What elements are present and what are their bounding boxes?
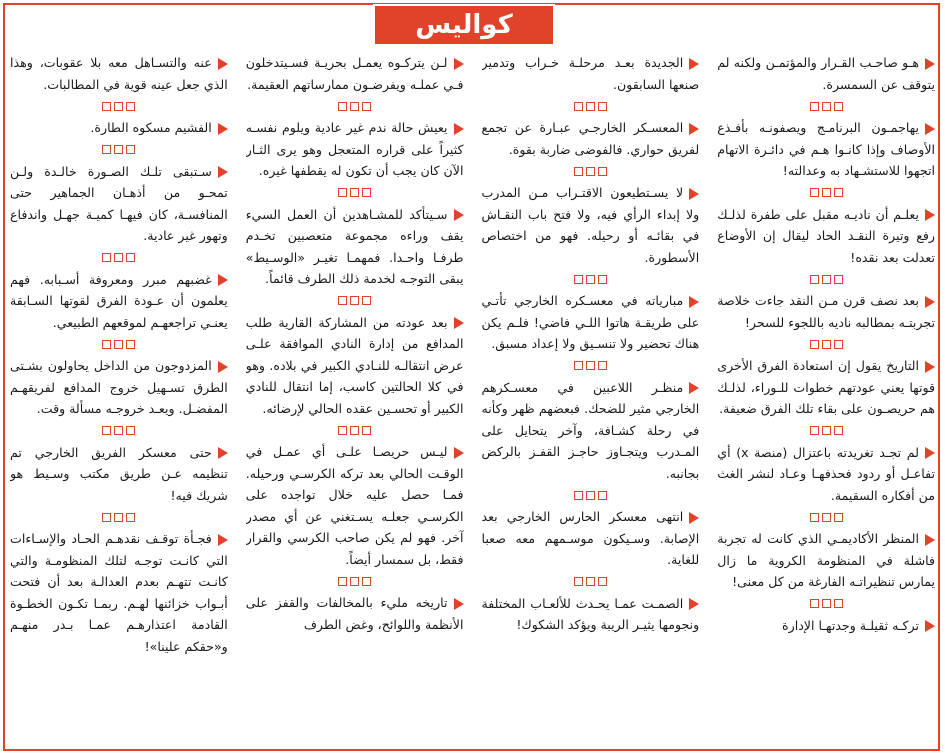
news-item-text: بعد عودته من المشاركة القارية طلب المدافع من إدارة النادي الموافقة علـى عرض انتقالـه للنـادي الكبير في بلاده. وهو في كلا الحالتين كاسب، إما انتقال للنادي الكبير أو تحسـين عقده الحالي لإرضائه. [245,314,464,416]
separator-square-icon [574,167,583,176]
separator-square-icon [350,296,359,305]
separator-square-icon [598,275,607,284]
news-item [717,442,935,507]
news-item [10,52,228,95]
news-item [246,204,464,290]
bullet-triangle-icon [218,361,228,373]
separator-square-icon [114,102,123,111]
news-item-text: فجـأة توقـف نقدهـم الحـاد والإسـاءات التي كانـت توجـه لتلك المنظومـة والتي كانـت تتهـم بعدم العدالـة بعد أن فتحت أبـواب خزائنها لهـم. ربمـا تكـون الخطـوة القادمة اعتذارهـم عمـا بـدر منهـم و«حقكم علينا»! [10,531,228,654]
item-separator [246,570,464,592]
separator-square-icon [362,426,371,435]
bullet-triangle-icon [689,382,699,394]
separator-square-icon [338,577,347,586]
news-item [482,52,700,95]
separator-square-icon [822,275,831,284]
news-item-text: تاريخه مليء بالمخالفات والقفز على الأنظمة واللوائح، وغض الطرف [245,595,464,632]
bullet-triangle-icon [925,123,935,135]
news-item-text: المزدوجون من الداخل يحاولون بشـتى الطرق تسـهيل خروج المدافع لفريقهـم المفضـل. ويعـد خروجـه مسألة وقت. [10,358,228,416]
separator-square-icon [338,102,347,111]
item-separator [246,182,464,204]
separator-square-icon [338,426,347,435]
bullet-triangle-icon [454,58,464,70]
news-item-text: ليـس حريصـا علـى أي عمـل في الوقـت الحالي بعد تركه الكرسـي ورحيله. فمـا حصل عليه خلال تواجده على الكرسـي جعلـه يسـتغني عن أي مصدر آخر. فهو لم يكن صاحب الكرسي والقرار فقط، بل سمسار أيضاً. [245,444,464,567]
bullet-triangle-icon [925,447,935,459]
item-separator [10,139,228,161]
separator-square-icon [598,167,607,176]
separator-square-icon [574,491,583,500]
news-item [482,506,700,571]
news-item-text: بعد نصف قرن مـن النقد جاءت خلاصة تجربتـه بمطالبه ناديه باللجوء للسحر! [717,293,935,330]
separator-square-icon [810,426,819,435]
separator-square-icon [822,513,831,522]
news-item-text: تركـه ثقيلـة وجدتهـا الإدارة [782,617,919,633]
news-item [10,161,228,247]
news-item [10,528,228,657]
separator-square-icon [102,145,111,154]
separator-square-icon [598,491,607,500]
column-3 [246,52,464,750]
separator-square-icon [586,361,595,370]
separator-square-icon [102,253,111,262]
bullet-triangle-icon [454,447,464,459]
separator-square-icon [126,426,135,435]
news-item-text: التاريخ يقول إن استعادة الفرق الأخرى قوتها يعني عودتهم خطوات للـوراء، لذلـك هم حريصـون على بقاء تلك الفرق ضعيفة. [717,358,935,416]
bullet-triangle-icon [689,512,699,524]
separator-square-icon [822,599,831,608]
news-item [246,117,464,182]
item-separator [717,593,935,615]
item-separator [10,247,228,269]
separator-square-icon [834,275,843,284]
separator-square-icon [102,340,111,349]
news-item-text: سـتبقى تلـك الصـورة خالـدة ولـن تمحـو من أذهـان الجماهير حتى المنافسـة، كان فيهـا كميـة جهـل واندفاع وتهور غير عادية. [10,163,228,243]
item-separator [246,419,464,441]
item-separator [246,95,464,117]
separator-square-icon [102,513,111,522]
separator-square-icon [126,253,135,262]
news-item [482,593,700,636]
item-separator [717,420,935,442]
news-item-text: الفشيم مسكوه الطارة. [90,120,212,135]
news-item [246,592,464,635]
bullet-triangle-icon [689,58,699,70]
column-4 [10,52,228,750]
bullet-triangle-icon [218,274,228,286]
separator-square-icon [126,102,135,111]
bullet-triangle-icon [925,296,935,308]
item-separator [10,95,228,117]
news-item [10,117,228,139]
item-separator [482,95,700,117]
separator-square-icon [102,426,111,435]
bullet-triangle-icon [925,209,935,221]
news-item-text: الجديدة بعـد مرحلـة خـراب وتدمير صنعها السابقون. [481,55,700,92]
bullet-triangle-icon [925,620,935,632]
news-item [717,615,935,637]
separator-square-icon [362,577,371,586]
columns-container [10,52,935,750]
news-item [717,117,935,182]
separator-square-icon [586,102,595,111]
bullet-triangle-icon [925,361,935,373]
item-separator [10,420,228,442]
separator-square-icon [822,340,831,349]
bullet-triangle-icon [925,58,935,70]
separator-square-icon [810,340,819,349]
separator-square-icon [362,188,371,197]
separator-square-icon [598,361,607,370]
separator-square-icon [362,296,371,305]
news-item-text: غضبهم مبرر ومعروفة أسـبابه. فهم يعلمون أن عـودة الفرق لقوتها السـابقة يعنـي تراجعهـم لموقعهم الطبيعي. [10,271,228,330]
news-item [482,377,700,485]
separator-square-icon [586,577,595,586]
section-title: كواليس [373,4,555,46]
news-item-text: لم تجـد تغريدته باعتزال (منصة x) أي تفاعـل أو ردود فحذفهـا وعـاد لنشر الغث من أفكاره السقيمة. [717,444,935,503]
item-separator [717,182,935,204]
separator-square-icon [810,102,819,111]
separator-square-icon [338,188,347,197]
bullet-triangle-icon [218,447,228,459]
news-item-text: المعسـكر الخارجـي عبـارة عن تجمع لفريق حواري. فالفوضى ضاربة بقوة. [481,120,700,157]
separator-square-icon [586,275,595,284]
item-separator [246,290,464,312]
separator-square-icon [350,426,359,435]
news-item [246,52,464,95]
item-separator [482,268,700,290]
news-item-text: مبارياته في معسـكره الخارجي تأتـي على طريقـة هاتوا اللـي فاضي! فلـم يكن هناك تحضير ولا تنسـيق ولا إعداد مسبق. [481,293,700,351]
news-item-text: هـو صاحـب القـرار والمؤتمـن ولكنه لم يتوقف عن السمسرة. [717,55,935,92]
separator-square-icon [810,513,819,522]
separator-square-icon [114,340,123,349]
news-item-text: الصمـت عمـا يحـدث للألعـاب المختلفة ونجومها يثيـر الريبة ويؤكد الشكوك! [481,595,700,632]
news-item [717,528,935,593]
news-item [10,442,228,507]
bullet-triangle-icon [218,166,228,178]
item-separator [482,484,700,506]
bullet-triangle-icon [454,598,464,610]
news-item-text: سـيتأكد للمشـاهدين أن العمل السيء يقف وراءه مجموعة متعصبين تخـدم طرفـا واحـدا. فمهمـا تغيـر «الوسـيط» يبقى التوجـه لخدمة ذلك الطرف قائماً. [245,206,464,286]
bullet-triangle-icon [689,598,699,610]
item-separator [482,355,700,377]
news-item [717,52,935,95]
separator-square-icon [574,361,583,370]
separator-square-icon [586,491,595,500]
news-item [10,269,228,334]
separator-square-icon [126,513,135,522]
news-item-text: حتى معسكر الفريق الخارجي تم تنظيمه عـن طريق مكتب وسـيط هو شريك فيه! [10,444,228,503]
separator-square-icon [102,102,111,111]
separator-square-icon [362,102,371,111]
separator-square-icon [822,188,831,197]
bullet-triangle-icon [925,534,935,546]
separator-square-icon [834,513,843,522]
separator-square-icon [350,102,359,111]
separator-square-icon [598,577,607,586]
news-item-text: يعلـم أن ناديـه مقبل على طفرة لذلـك رفع وتيرة النقـد الحاد ليقال إن الأوضاع تعدلت بعد نقده! [717,206,935,265]
news-item [717,290,935,333]
separator-square-icon [586,167,595,176]
news-item-text: لا يسـتطيعون الاقتـراب مـن المدرب ولا إبداء الرأي فيه، ولا فتح باب النقـاش في بقائـه أو رحيله. فهو من اختصاص الأسطورة. [481,185,700,265]
separator-square-icon [350,577,359,586]
separator-square-icon [574,275,583,284]
news-item-text: المنظر الأكاديمـي الذي كانت له تجربة فاشلة في المنظومة الكروية ما زال يمارس تنظيراتـه الفارغة من كل معنى! [717,531,935,589]
separator-square-icon [834,340,843,349]
bullet-triangle-icon [454,209,464,221]
separator-square-icon [834,102,843,111]
separator-square-icon [350,188,359,197]
separator-square-icon [822,426,831,435]
bullet-triangle-icon [689,123,699,135]
separator-square-icon [126,340,135,349]
item-separator [482,571,700,593]
column-2 [482,52,700,750]
separator-square-icon [810,275,819,284]
news-item [482,290,700,355]
separator-square-icon [574,102,583,111]
bullet-triangle-icon [218,534,228,546]
bullet-triangle-icon [689,296,699,308]
separator-square-icon [114,513,123,522]
news-item [482,117,700,160]
item-separator [717,506,935,528]
item-separator [717,333,935,355]
news-item-text: انتهى معسكر الحارس الخارجي بعد الإصابة. وسـيكون موسـمهم معه صعبا للغاية. [481,509,700,567]
news-item [246,441,464,570]
news-item-text: يهاجمـون البرنامـج ويصفونـه بأفـذع الأوصاف وإذا كانـوا هـم في دائـرة الاتهام اتجهوا للاستشـهاد به وعدالته! [717,120,935,178]
item-separator [10,506,228,528]
separator-square-icon [834,426,843,435]
bullet-triangle-icon [689,188,699,200]
bullet-triangle-icon [218,123,228,135]
separator-square-icon [834,599,843,608]
news-item [717,204,935,269]
separator-square-icon [810,599,819,608]
separator-square-icon [834,188,843,197]
news-item-text: يعيش حالة ندم غير عادية ويلوم نفسـه كثيراً على قراره المتعجل وهو يرى الثـار الآن كان يجب أن تكون له يقطفها غيره. [245,120,464,178]
news-item-text: عنه والتسـاهل معه بلا عقوبات، وهذا الذي جعل عينه قوية في المطالبات. [10,55,228,92]
column-1 [717,52,935,750]
bullet-triangle-icon [454,123,464,135]
separator-square-icon [574,577,583,586]
news-item-text: لـن يتركـوه يعمـل بحريـة فسـيتدخلون فـي عملـه ويفرضـون ممارساتهم العقيمة. [245,55,464,92]
news-item [717,355,935,420]
item-separator [10,333,228,355]
news-item [246,312,464,420]
separator-square-icon [114,426,123,435]
item-separator [717,95,935,117]
separator-square-icon [822,102,831,111]
item-separator [482,160,700,182]
item-separator [717,268,935,290]
bullet-triangle-icon [218,58,228,70]
separator-square-icon [114,145,123,154]
separator-square-icon [338,296,347,305]
separator-square-icon [126,145,135,154]
news-item-text: منظـر اللاعبين في معسـكرهم الخارجي مثير للضحك. فبعضهم ظهر وكأنه في رحلة كشـافة، وآخر يتحايل على المـدرب ويتجـاوز حاجـز القفـز بالركض بجانبه. [481,379,700,481]
bullet-triangle-icon [454,317,464,329]
separator-square-icon [114,253,123,262]
news-item [10,355,228,420]
news-item [482,182,700,268]
separator-square-icon [598,102,607,111]
separator-square-icon [810,188,819,197]
